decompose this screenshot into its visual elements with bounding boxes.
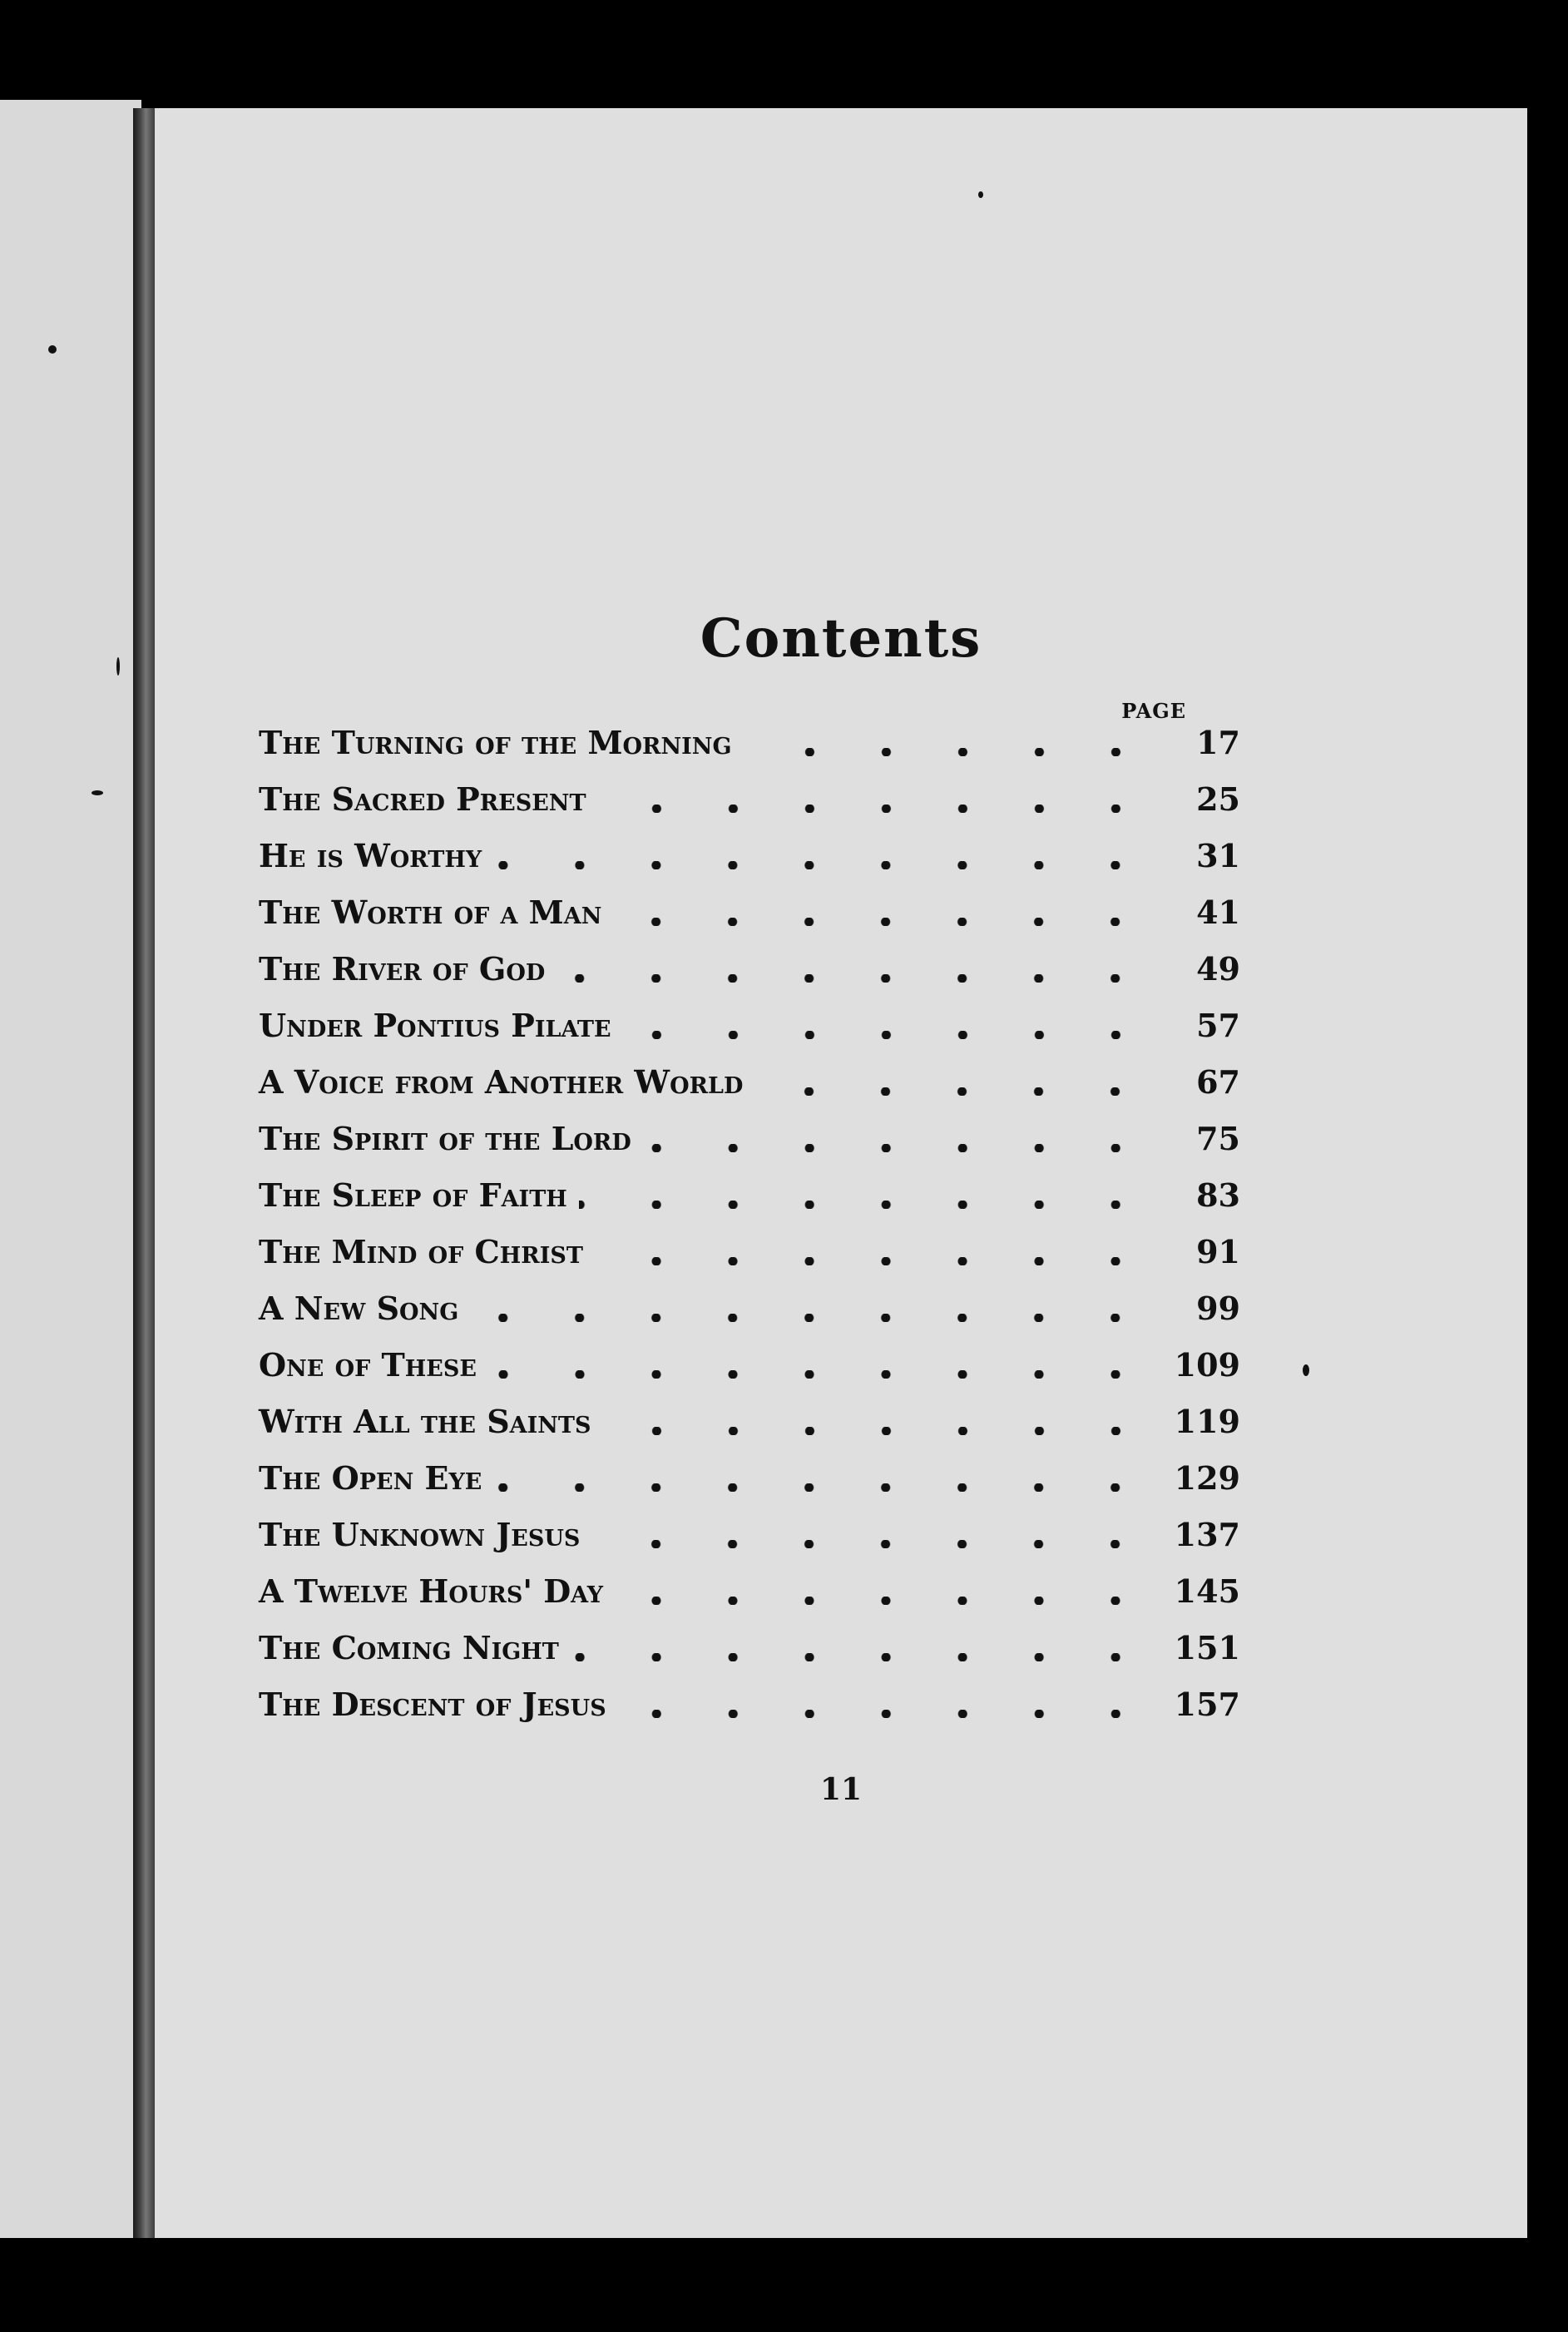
toc-entry-page: 91 [1196,1233,1240,1270]
dot-leader [744,748,1154,756]
dot-leader [754,1087,1154,1096]
dot-leader [595,1257,1154,1265]
toc-entry [259,1572,1240,1629]
toc-entry-title: A Voice from Another World [259,1063,744,1101]
toc-entry-title: The Sacred Present [259,780,586,818]
toc-entry-title: The Coming Night [259,1629,559,1666]
dot-leader [643,1144,1154,1152]
toc-entry-page: 157 [1174,1686,1240,1723]
toc-entry-page: 17 [1196,724,1240,761]
toc-entry [259,1176,1240,1233]
toc-entry-title: The Mind of Christ [259,1233,583,1270]
dot-leader [618,1710,1154,1718]
toc-entry [259,1063,1240,1120]
toc-entry-page: 57 [1196,1007,1240,1044]
toc-entry [259,1629,1240,1686]
toc-entry-page: 119 [1174,1403,1240,1440]
book-spine [133,108,156,2238]
toc-entry [259,1346,1240,1403]
toc-entry-page: 41 [1196,894,1240,931]
toc-entry-title: The Turning of the Morning [259,724,732,761]
toc-entry-title: A New Song [259,1290,459,1327]
contents-page [155,108,1527,2238]
scan-speck [1303,1364,1309,1376]
toc-entry-title: The Descent of Jesus [259,1686,606,1723]
toc-entry [259,1290,1240,1346]
facing-page [0,100,141,2238]
toc-entry-title: A Twelve Hours' Day [259,1572,604,1610]
dot-leader [615,1597,1154,1605]
dot-leader [556,974,1154,983]
toc-entry-page: 109 [1174,1346,1240,1384]
toc-entry-title: The River of God [259,950,546,988]
toc-entry [259,1686,1240,1742]
toc-entry-title: The Worth of a Man [259,894,602,931]
scan-speck [116,657,120,676]
toc-entry [259,1233,1240,1290]
scan-speck [48,345,57,354]
toc-entry-title: One of These [259,1346,477,1384]
dot-leader [623,1031,1154,1039]
toc-entry-page: 151 [1174,1629,1240,1666]
dot-leader [591,1540,1154,1548]
toc-entry-title: With All the Saints [259,1403,591,1440]
scan-speck [92,790,103,795]
toc-entry [259,1120,1240,1176]
toc-entry-page: 99 [1196,1290,1240,1327]
dot-leader [493,1483,1154,1492]
table-of-contents [259,724,1240,1742]
dot-leader [579,1201,1154,1209]
toc-entry [259,780,1240,837]
toc-entry-title: He is Worthy [259,837,482,874]
toc-entry [259,950,1240,1007]
toc-entry-page: 145 [1174,1572,1240,1610]
dot-leader [488,1370,1154,1379]
toc-entry-page: 49 [1196,950,1240,988]
toc-entry-page: 75 [1196,1120,1240,1157]
toc-entry-page: 31 [1196,837,1240,874]
scan-speck [978,191,983,198]
toc-entry [259,837,1240,894]
toc-entry [259,1007,1240,1063]
toc-entry-title: The Unknown Jesus [259,1516,581,1553]
dot-leader [470,1314,1154,1322]
toc-entry-page: 83 [1196,1176,1240,1214]
dot-leader [571,1653,1154,1661]
toc-entry-page: 67 [1196,1063,1240,1101]
dot-leader [603,1427,1154,1435]
toc-entry [259,724,1240,780]
toc-entry [259,894,1240,950]
contents-heading: Contents [700,607,982,670]
toc-entry [259,1516,1240,1572]
toc-entry-title: The Open Eye [259,1459,482,1497]
toc-entry-title: The Sleep of Faith [259,1176,567,1214]
dot-leader [493,861,1154,869]
toc-entry [259,1403,1240,1459]
toc-entry-title: The Spirit of the Lord [259,1120,631,1157]
toc-entry-page: 137 [1174,1516,1240,1553]
toc-entry-page: 129 [1174,1459,1240,1497]
toc-entry [259,1459,1240,1516]
toc-entry-page: 25 [1196,780,1240,818]
toc-entry-title: Under Pontius Pilate [259,1007,611,1044]
page-folio: 11 [819,1772,863,1807]
page-column-label: PAGE [1121,699,1186,723]
dot-leader [598,805,1154,813]
dot-leader [613,918,1154,926]
